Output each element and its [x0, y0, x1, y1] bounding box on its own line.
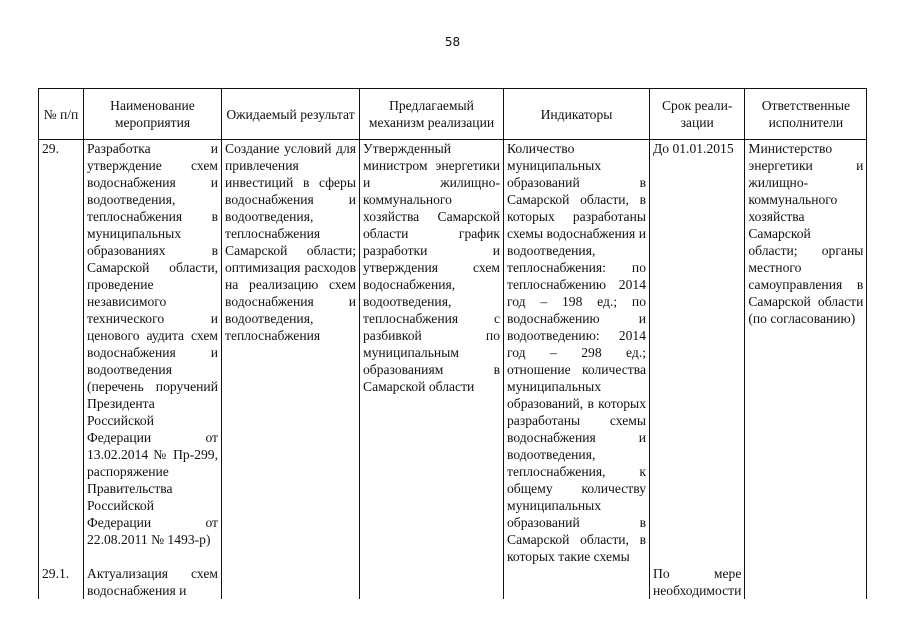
- activity-name-cell: Актуализация схем водоснабжения и: [84, 565, 222, 599]
- mechanism-cell: [360, 565, 504, 599]
- table-row: [39, 565, 867, 599]
- header-mechanism: Предлагаемый механизм реализации: [360, 89, 504, 140]
- page-number: 58: [444, 35, 461, 49]
- action-plan-table: [38, 88, 867, 599]
- expected-result-cell: [222, 565, 360, 599]
- table-row: [39, 140, 867, 566]
- activity-name-cell: Разработка и утверждение схем водоснабжения и водоотведения, теплоснабжения в муниципальных образованиях в Самарской области, проведение независимого технического и ценового аудита схем водоснабжения и водоотведения (перечень поручений Президента Российской Федерации от 13.02.2014 № Пр-299, распоряжение Правительства Российской Федерации от 22.08.2011 № 1493-р): [84, 140, 222, 566]
- header-indicators: Индикаторы: [504, 89, 650, 140]
- header-deadline: Срок реали-зации: [650, 89, 745, 140]
- expected-result-cell: Создание условий для привлечения инвестиций в сферы водоснабжения и водоотведения, теплоснабжения Самарской области; оптимизация расходов на реализацию схем водоснабжения и водоотведения, теплоснабжения: [222, 140, 360, 566]
- indicators-cell: Количество муниципальных образований в Самарской области, в которых разработаны схемы водоснабжения и водоотведения, теплоснабжения: по теплоснабжению 2014 год – 198 ед.; по водоснабжению и водоотведению: 2014 год – 298 ед.; отношение количества муниципальных образований, в которых разработаны схемы водоснабжения и водоотведения, теплоснабжения, к общему количеству муниципальных образований в Самарской области, в которых такие схемы: [504, 140, 650, 566]
- header-responsible: Ответственные исполнители: [745, 89, 867, 140]
- table-header-row: [39, 89, 867, 140]
- header-activity-name: Наименование мероприятия: [84, 89, 222, 140]
- row-number: 29.: [39, 140, 84, 566]
- header-number: № п/п: [39, 89, 84, 140]
- indicators-cell: [504, 565, 650, 599]
- responsible-cell: Министерство энергетики и жилищно-коммунального хозяйства Самарской области; органы местного самоуправления в Самарской области (по согласованию): [745, 140, 867, 566]
- deadline-cell: До 01.01.2015: [650, 140, 745, 566]
- row-number: 29.1.: [39, 565, 84, 599]
- mechanism-cell: Утвержденный министром энергетики и жилищно-коммунального хозяйства Самарской области график разработки и утверждения схем водоснабжения, водоотведения, теплоснабжения с разбивкой по муниципальным образованиям в Самарской области: [360, 140, 504, 566]
- responsible-cell: [745, 565, 867, 599]
- header-expected-result: Ожидаемый результат: [222, 89, 360, 140]
- deadline-cell: По мере необходимости: [650, 565, 745, 599]
